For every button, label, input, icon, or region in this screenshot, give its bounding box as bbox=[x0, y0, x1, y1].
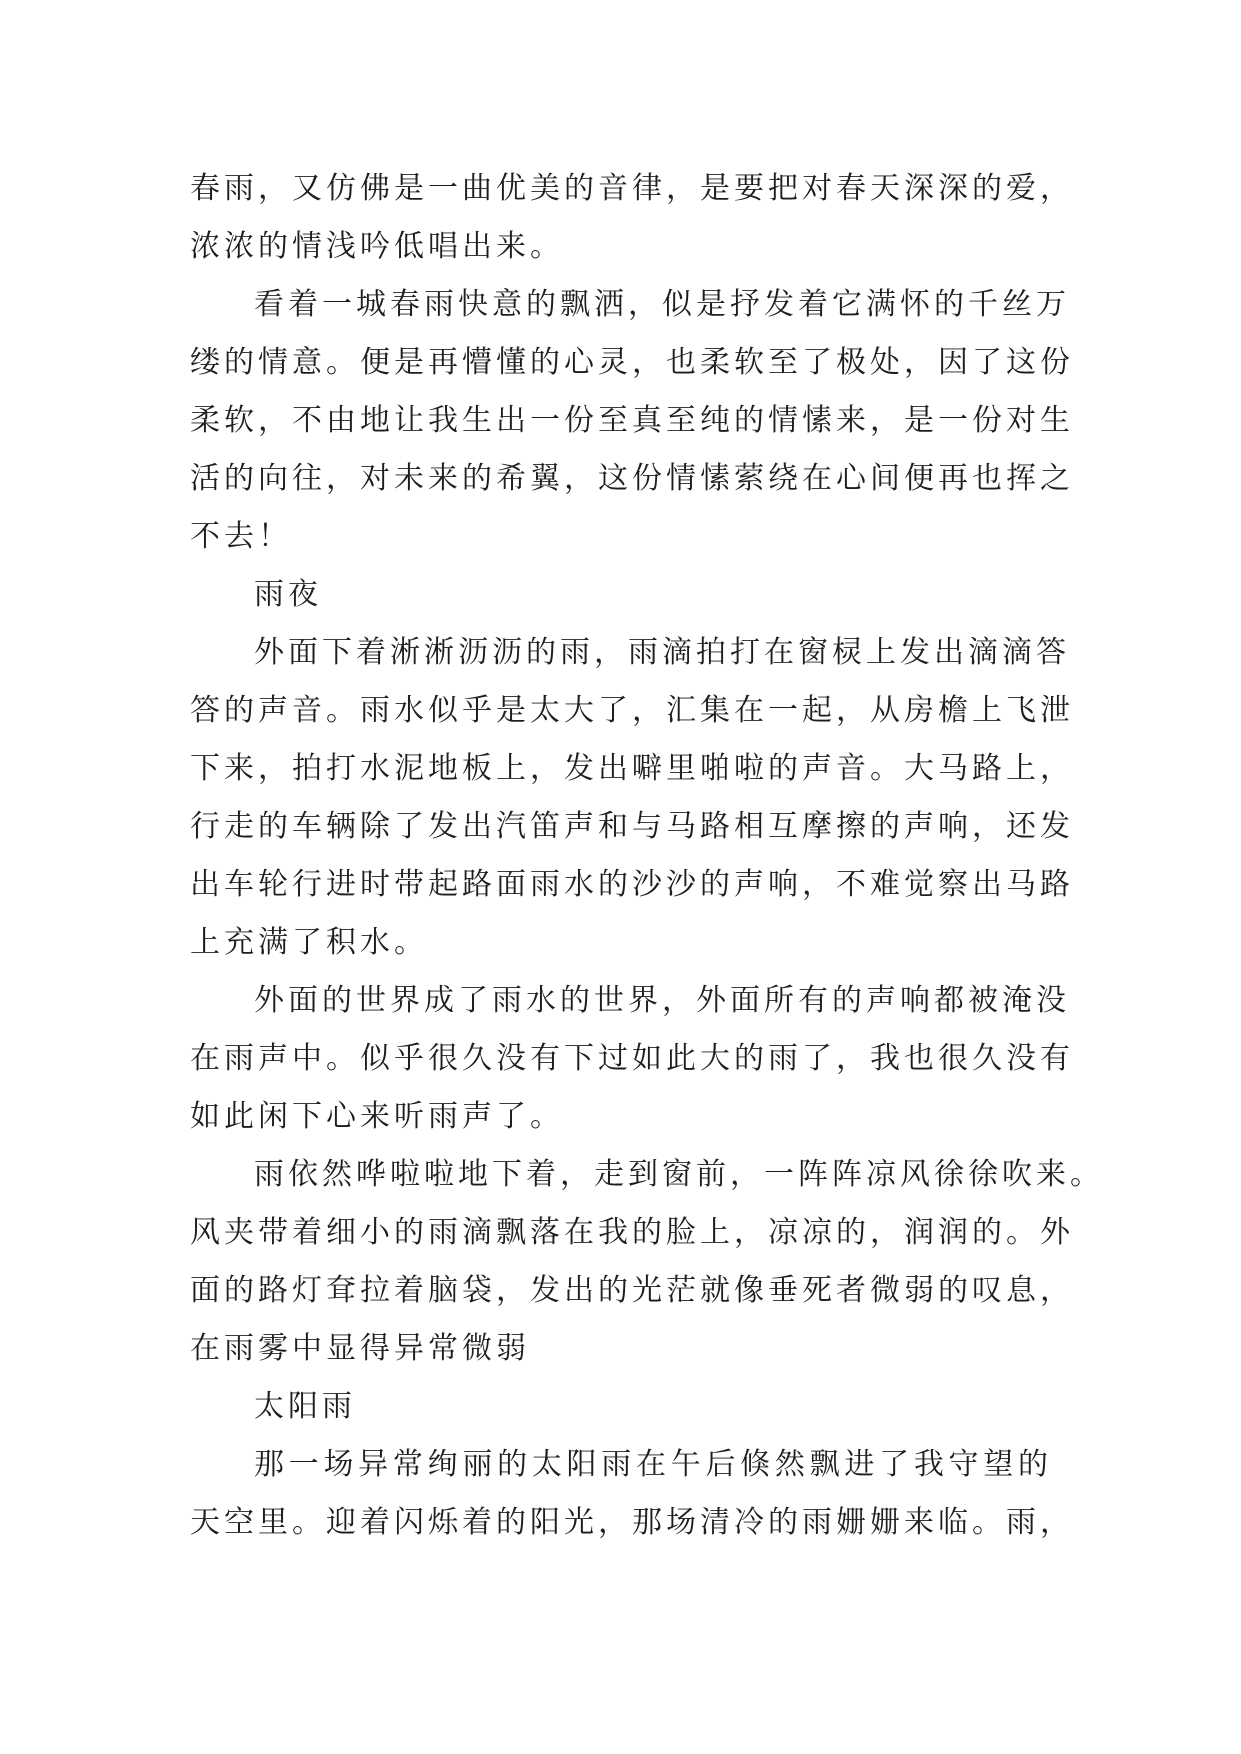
text-line: 如此闲下心来听雨声了。 bbox=[190, 1099, 564, 1134]
text-line: 浓浓的情浅吟低唱出来。 bbox=[190, 229, 564, 264]
text-line: 活的向往，对未来的希翼，这份情愫萦绕在心间便再也挥之 bbox=[190, 461, 1074, 496]
paragraph-first-line: 雨夜 bbox=[254, 577, 322, 612]
text-line: 缕的情意。便是再懵懂的心灵，也柔软至了极处，因了这份 bbox=[190, 345, 1074, 380]
text-line: 下来，拍打水泥地板上，发出噼里啪啦的声音。大马路上， bbox=[190, 751, 1074, 786]
text-line: 春雨，又仿佛是一曲优美的音律，是要把对春天深深的爱， bbox=[190, 171, 1074, 206]
paragraph-first-line: 看着一城春雨快意的飘洒，似是抒发着它满怀的千丝万 bbox=[254, 287, 1070, 322]
paragraph-first-line: 外面下着淅淅沥沥的雨，雨滴拍打在窗棂上发出滴滴答 bbox=[254, 635, 1070, 670]
text-line: 在雨雾中显得异常微弱 bbox=[190, 1331, 530, 1366]
text-line: 出车轮行进时带起路面雨水的沙沙的声响，不难觉察出马路 bbox=[190, 867, 1074, 902]
text-line: 风夹带着细小的雨滴飘落在我的脸上，凉凉的，润润的。外 bbox=[190, 1215, 1074, 1250]
text-line: 上充满了积水。 bbox=[190, 925, 428, 960]
text-line: 面的路灯耷拉着脑袋，发出的光茫就像垂死者微弱的叹息， bbox=[190, 1273, 1074, 1308]
paragraph-first-line: 太阳雨 bbox=[254, 1389, 356, 1424]
text-line: 不去！ bbox=[190, 519, 292, 554]
text-line: 行走的车辆除了发出汽笛声和与马路相互摩擦的声响，还发 bbox=[190, 809, 1074, 844]
text-line: 在雨声中。似乎很久没有下过如此大的雨了，我也很久没有 bbox=[190, 1041, 1074, 1076]
paragraph-first-line: 外面的世界成了雨水的世界，外面所有的声响都被淹没 bbox=[254, 983, 1070, 1018]
text-line: 答的声音。雨水似乎是太大了，汇集在一起，从房檐上飞泄 bbox=[190, 693, 1074, 728]
text-line: 天空里。迎着闪烁着的阳光，那场清冷的雨姗姗来临。雨， bbox=[190, 1505, 1074, 1540]
document-body bbox=[190, 160, 1104, 1552]
paragraph-first-line: 雨依然哗啦啦地下着，走到窗前，一阵阵凉风徐徐吹来。 bbox=[254, 1157, 1104, 1192]
text-line: 柔软，不由地让我生出一份至真至纯的情愫来，是一份对生 bbox=[190, 403, 1074, 438]
paragraph-first-line: 那一场异常绚丽的太阳雨在午后倏然飘进了我守望的 bbox=[254, 1447, 1052, 1482]
